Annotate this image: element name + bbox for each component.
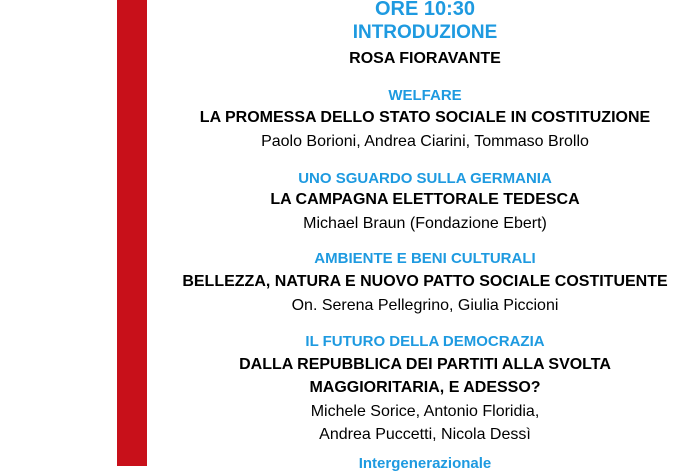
section-speakers: Michael Braun (Fondazione Ebert) (303, 215, 547, 232)
section-speakers: Andrea Puccetti, Nicola Dessì (319, 426, 531, 443)
section-speakers: On. Serena Pellegrino, Giulia Piccioni (291, 297, 559, 314)
section-title: MAGGIORITARIA, E ADESSO? (309, 379, 541, 396)
section-category: IL FUTURO DELLA DEMOCRAZIA (305, 333, 545, 350)
section-speakers: Paolo Borioni, Andrea Ciarini, Tommaso Brollo (261, 133, 589, 150)
section-title: LA CAMPAGNA ELETTORALE TEDESCA (270, 191, 580, 208)
time-heading: ORE 10:30 (374, 0, 476, 20)
section-title: BELLEZZA, NATURA E NUOVO PATTO SOCIALE COSTITUENTE (182, 273, 668, 290)
section-category: UNO SGUARDO SULLA GERMANIA (298, 170, 552, 187)
section-title: LA PROMESSA DELLO STATO SOCIALE IN COSTITUZIONE (199, 109, 651, 126)
partial-heading: Intergenerazionale (358, 455, 492, 472)
intro-heading: INTRODUZIONE (352, 22, 498, 43)
section-speakers: Michele Sorice, Antonio Floridia, (310, 403, 540, 420)
section-title: DALLA REPUBBLICA DEI PARTITI ALLA SVOLTA (239, 356, 611, 373)
section-category: WELFARE (388, 87, 462, 104)
section-category: AMBIENTE E BENI CULTURALI (314, 250, 536, 267)
red-vertical-bar (117, 0, 147, 466)
intro-speaker: ROSA FIORAVANTE (349, 50, 501, 67)
